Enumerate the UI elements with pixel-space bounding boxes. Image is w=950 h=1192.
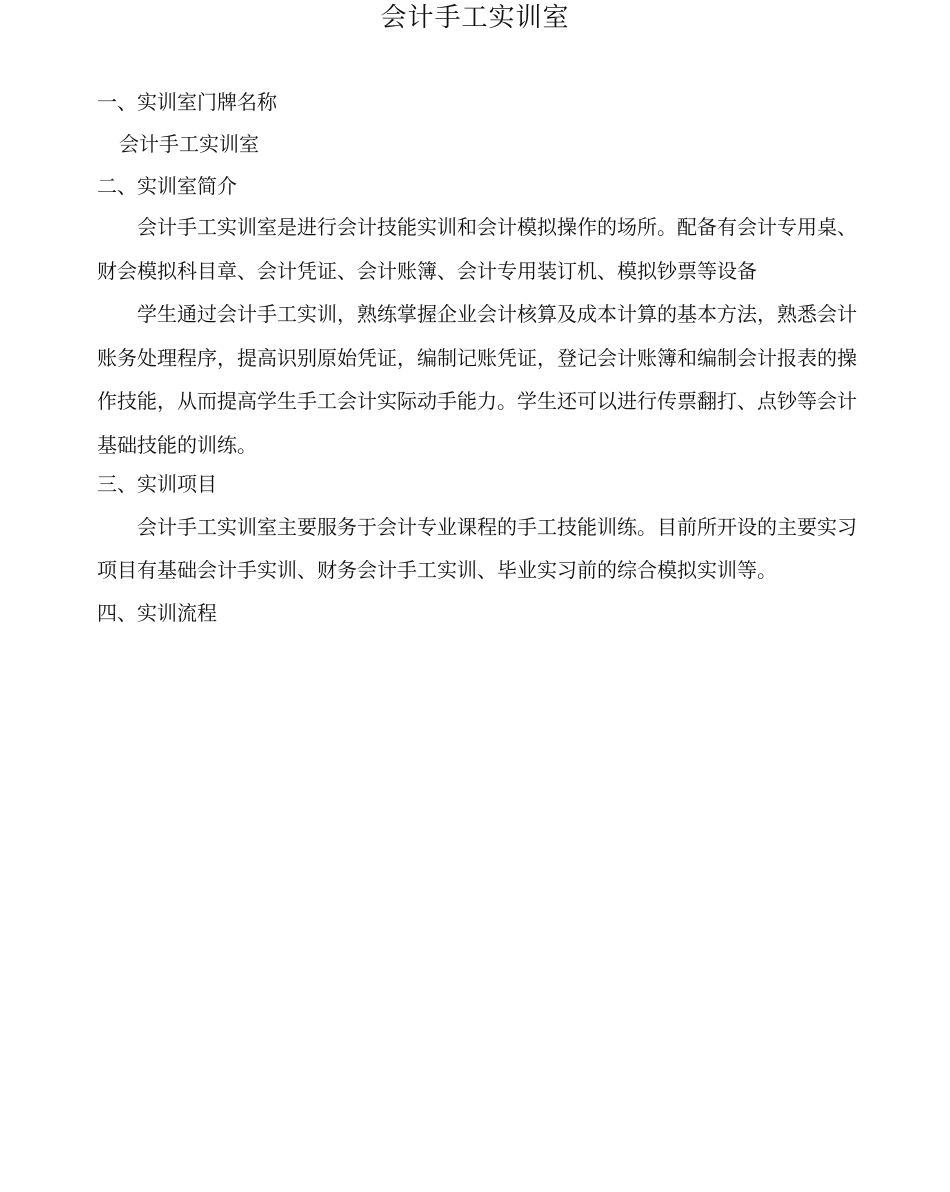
section-heading-introduction: 二、实训室简介 [97, 174, 237, 198]
section-heading-training-projects: 三、实训项目 [97, 471, 217, 496]
document-title: 会计手工实训室 [380, 3, 570, 33]
introduction-paragraph-equipment: 会计手工实训室是进行会计技能实训和会计模拟操作的场所。配备有会计专用桌、财会模拟科目章、会计凭证、会计账簿、会计专用装订机、模拟钞票等设备 [97, 215, 857, 283]
document-body [97, 86, 857, 629]
introduction-paragraph-skills: 学生通过会计手工实训，熟练掌握企业会计核算及成本计算的基本方法，熟悉会计账务处理程序，提高识别原始凭证，编制记账凭证，登记会计账簿和编制会计报表的操作技能，从而提高学生手工会计实际动手能力。学生还可以进行传票翻打、点钞等会计基础技能的训练。 [97, 302, 857, 457]
training-projects-paragraph: 会计手工实训室主要服务于会计专业课程的手工技能训练。目前所开设的主要实习项目有基础会计手实训、财务会计手工实训、毕业实习前的综合模拟实训等。 [97, 514, 857, 583]
room-name-text: 会计手工实训室 [119, 132, 259, 156]
section-heading-training-process: 四、实训流程 [97, 600, 217, 625]
section-heading-room-name: 一、实训室门牌名称 [97, 90, 277, 114]
